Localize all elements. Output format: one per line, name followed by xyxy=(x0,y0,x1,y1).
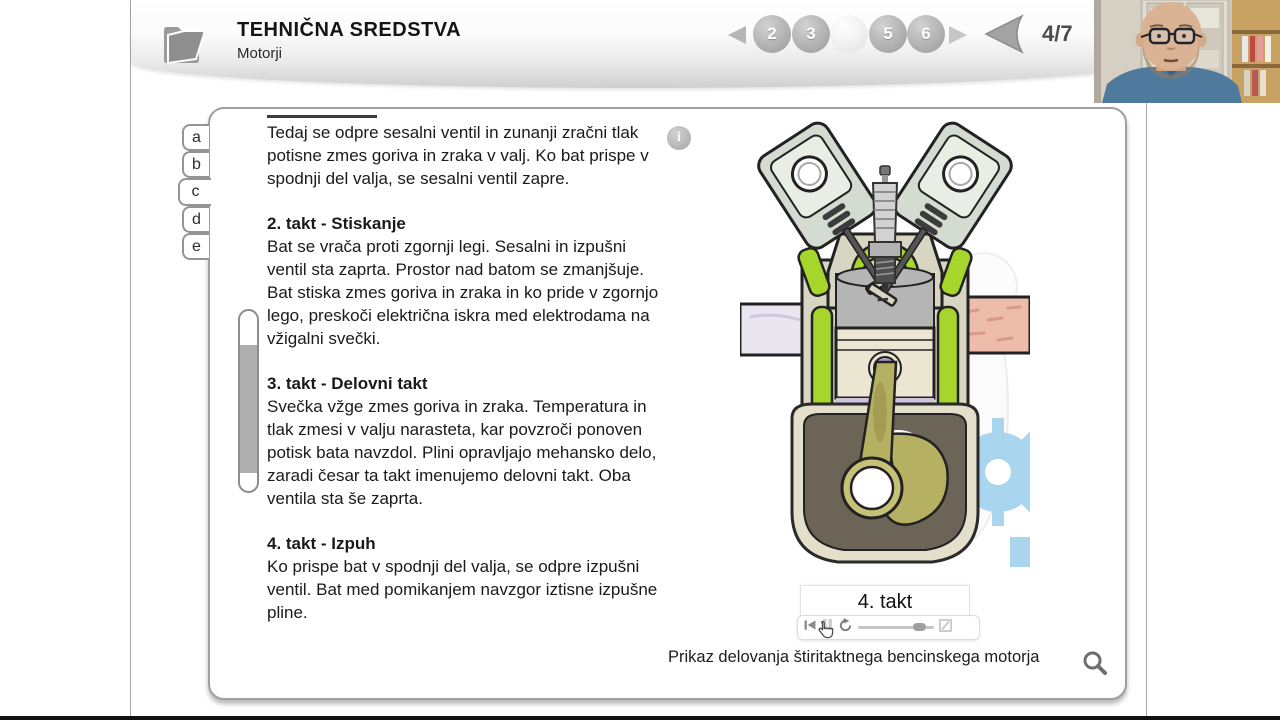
bottom-black-bar xyxy=(0,716,1280,720)
illustration-caption: Prikaz delovanja štiritaktnega bencinskega motorja xyxy=(668,648,1040,666)
stroke-label: 4. takt xyxy=(800,585,970,618)
app-subtitle: Motorji xyxy=(237,45,283,62)
page-indicator: 4/7 xyxy=(1042,21,1073,46)
nav-page-4-active[interactable]: 4 xyxy=(830,15,868,53)
speed-box-icon[interactable] xyxy=(939,619,952,637)
nav-back-big-arrow-icon[interactable] xyxy=(982,14,1024,59)
webcam-video-overlay xyxy=(1094,0,1280,103)
truncated-heading-line xyxy=(267,115,377,118)
section-body-4: Ko prispe bat v spodnji del valja, se odpre izpušni ventil. Bat med pomikanjem navzgor iztisne izpušne pline. xyxy=(267,557,658,622)
side-tab-e[interactable]: e xyxy=(182,233,209,260)
scrollbar-thumb[interactable] xyxy=(240,345,257,473)
nav-next-small-arrow-icon[interactable] xyxy=(947,25,969,50)
hand-cursor-icon xyxy=(817,620,834,644)
folder-icon xyxy=(158,22,208,71)
section-heading-3: 3. takt - Delovni takt xyxy=(267,374,428,393)
app-frame-left-border xyxy=(130,0,131,716)
side-tab-a[interactable]: a xyxy=(182,124,209,151)
skip-to-start-icon[interactable] xyxy=(803,618,817,637)
info-icon[interactable]: i xyxy=(667,126,691,150)
timeline-slider[interactable] xyxy=(858,626,934,629)
nav-page-6[interactable]: 6 xyxy=(907,15,945,53)
app-title: TEHNIČNA SREDSTVA xyxy=(237,19,462,41)
magnifier-icon[interactable] xyxy=(1082,650,1108,681)
replay-loop-icon[interactable] xyxy=(838,618,853,638)
lesson-text xyxy=(267,115,665,624)
section-heading-4: 4. takt - Izpuh xyxy=(267,534,376,553)
nav-prev-small-arrow-icon[interactable] xyxy=(726,25,748,50)
side-tab-c-active[interactable]: c xyxy=(178,178,211,206)
engine-cutaway-illustration xyxy=(740,112,1030,572)
side-tab-b[interactable]: b xyxy=(182,151,209,178)
slider-thumb[interactable] xyxy=(913,623,926,631)
intro-paragraph: Tedaj se odpre sesalni ventil in zunanji zračni tlak potisne zmes goriva in zraka v valj. Ko bat prispe v spodnji del valja, se sesalni ventil zapre. xyxy=(267,123,649,188)
nav-page-2[interactable]: 2 xyxy=(753,15,791,53)
section-body-2: Bat se vrača proti zgornji legi. Sesalni in izpušni ventil sta zaprta. Prostor nad batom se zmanjšuje. Bat stiska zmes goriva in zraka in ko pride v zgornjo lego, preskoči električna iskra med elektrodama na vžigalni svečki. xyxy=(267,237,659,348)
app-frame-right-border xyxy=(1146,0,1147,716)
text-scrollbar[interactable] xyxy=(238,309,259,493)
section-body-3: Svečka vžge zmes goriva in zraka. Temperatura in tlak zmesi v valju narasteta, kar povzroči ponoven potisk bata navzdol. Plini opravljajo mehansko delo, zaradi česar ta takt imenujemo delovni takt. Oba ventila sta še zaprta. xyxy=(267,397,657,508)
nav-page-3[interactable]: 3 xyxy=(792,15,830,53)
nav-page-5[interactable]: 5 xyxy=(869,15,907,53)
section-heading-2: 2. takt - Stiskanje xyxy=(267,214,406,233)
side-tab-d[interactable]: d xyxy=(182,206,209,233)
